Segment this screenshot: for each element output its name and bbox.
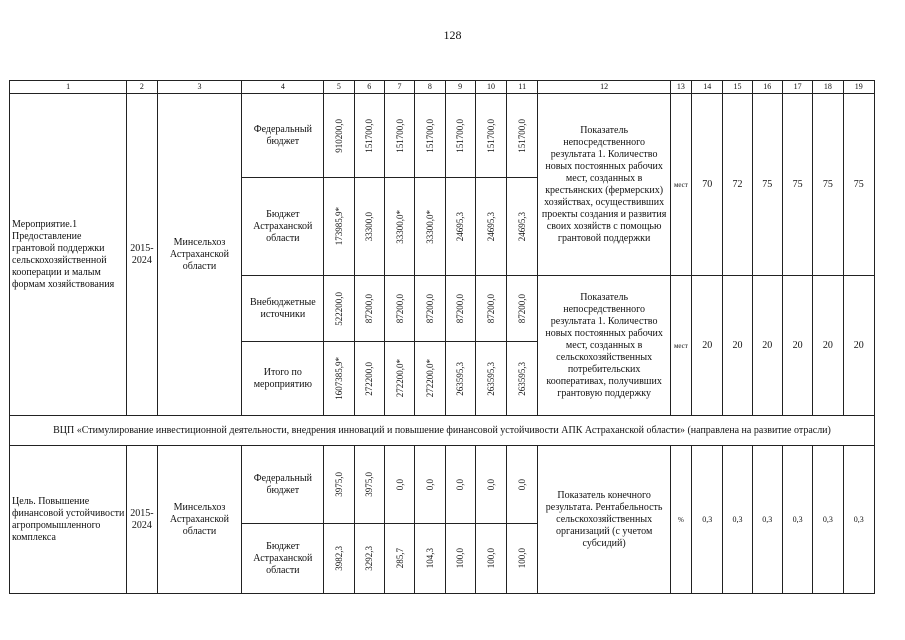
indicator-value: 0,3 bbox=[782, 446, 812, 594]
value-cell: 87200,0 bbox=[394, 293, 405, 324]
col-number: 11 bbox=[507, 81, 538, 94]
col-number: 5 bbox=[324, 81, 354, 94]
value-cell: 0,0 bbox=[424, 478, 435, 491]
value-cell: 151700,0 bbox=[364, 118, 375, 153]
value-cell: 0,0 bbox=[485, 478, 496, 491]
value-cell: 87200,0 bbox=[485, 293, 496, 324]
col-number: 12 bbox=[538, 81, 670, 94]
indicator-unit: мест bbox=[670, 94, 691, 276]
value-cell: 3982,3 bbox=[333, 546, 344, 571]
col-number: 15 bbox=[723, 81, 752, 94]
indicator-value: 20 bbox=[813, 276, 843, 416]
funding-source: Внебюджетные источники bbox=[242, 276, 324, 342]
col-number: 9 bbox=[445, 81, 475, 94]
value-cell: 151700,0 bbox=[517, 118, 528, 153]
value-cell: 3975,0 bbox=[364, 472, 375, 497]
col-number: 17 bbox=[782, 81, 812, 94]
indicator-value: 72 bbox=[723, 94, 752, 276]
col-number: 10 bbox=[475, 81, 506, 94]
value-cell: 24695,3 bbox=[455, 211, 466, 242]
indicator-value: 75 bbox=[752, 94, 782, 276]
col-number: 3 bbox=[157, 81, 242, 94]
program-table bbox=[9, 80, 875, 594]
table-row bbox=[10, 94, 875, 178]
value-cell: 0,0 bbox=[517, 478, 528, 491]
table-row bbox=[10, 446, 875, 524]
value-cell: 87200,0 bbox=[517, 293, 528, 324]
value-cell: 24695,3 bbox=[485, 211, 496, 242]
indicator-value: 0,3 bbox=[843, 446, 874, 594]
col-number: 7 bbox=[384, 81, 414, 94]
value-cell: 33300,0* bbox=[424, 209, 435, 244]
value-cell: 263595,3 bbox=[455, 361, 466, 396]
indicator-text: Показатель конечного результата. Рентабельность сельскохозяйственных организаций (с учетом субсидий) bbox=[538, 446, 670, 594]
value-cell: 87200,0 bbox=[455, 293, 466, 324]
col-number: 8 bbox=[415, 81, 445, 94]
indicator-value: 70 bbox=[692, 94, 723, 276]
goal-executor: Минсельхоз Астраханской области bbox=[157, 446, 242, 594]
value-cell: 910200,0 bbox=[333, 118, 344, 153]
indicator-text: Показатель непосредственного результата 1. Количество новых постоянных рабочих мест, созданных в крестьянских (фермерских) хозяйствах, осуществивших проекты создания и развития своих хозяйств с помощью грантовой поддержки bbox=[538, 94, 670, 276]
measure-period: 2015-2024 bbox=[127, 94, 157, 416]
value-cell: 100,0 bbox=[455, 548, 466, 569]
value-cell: 100,0 bbox=[485, 548, 496, 569]
value-cell: 24695,3 bbox=[517, 211, 528, 242]
indicator-value: 75 bbox=[782, 94, 812, 276]
value-cell: 272200,0 bbox=[364, 361, 375, 396]
value-cell: 3292,3 bbox=[364, 546, 375, 571]
indicator-value: 0,3 bbox=[723, 446, 752, 594]
indicator-value: 0,3 bbox=[752, 446, 782, 594]
value-cell: 0,0 bbox=[394, 478, 405, 491]
value-cell: 87200,0 bbox=[364, 293, 375, 324]
vcp-title: ВЦП «Стимулирование инвестиционной деятельности, внедрения инноваций и повышение финансовой устойчивости АПК Астраханской области» (направлена на развитие отрасли) bbox=[10, 416, 875, 446]
value-cell: 104,3 bbox=[424, 548, 435, 569]
value-cell: 151700,0 bbox=[394, 118, 405, 153]
col-number: 18 bbox=[813, 81, 843, 94]
value-cell: 272200,0* bbox=[394, 359, 405, 398]
table-row bbox=[10, 416, 875, 446]
indicator-unit: мест bbox=[670, 276, 691, 416]
indicator-value: 20 bbox=[752, 276, 782, 416]
indicator-value: 20 bbox=[782, 276, 812, 416]
value-cell: 272200,0* bbox=[424, 359, 435, 398]
indicator-value: 75 bbox=[813, 94, 843, 276]
col-number: 1 bbox=[10, 81, 127, 94]
value-cell: 151700,0 bbox=[485, 118, 496, 153]
column-number-row bbox=[10, 81, 875, 94]
col-number: 6 bbox=[354, 81, 384, 94]
indicator-unit: % bbox=[670, 446, 691, 594]
value-cell: 522200,0 bbox=[333, 291, 344, 326]
col-number: 16 bbox=[752, 81, 782, 94]
indicator-value: 0,3 bbox=[813, 446, 843, 594]
value-cell: 87200,0 bbox=[424, 293, 435, 324]
col-number: 2 bbox=[127, 81, 157, 94]
indicator-value: 20 bbox=[843, 276, 874, 416]
goal-period: 2015-2024 bbox=[127, 446, 157, 594]
value-cell: 173985,9* bbox=[333, 207, 344, 246]
value-cell: 1607385,9* bbox=[333, 357, 344, 400]
indicator-value: 0,3 bbox=[692, 446, 723, 594]
indicator-value: 20 bbox=[723, 276, 752, 416]
goal-name: Цель. Повышение финансовой устойчивости агропромышленного комплекса bbox=[10, 446, 127, 594]
funding-source: Бюджет Астраханской области bbox=[242, 524, 324, 594]
value-cell: 100,0 bbox=[517, 548, 528, 569]
value-cell: 151700,0 bbox=[424, 118, 435, 153]
col-number: 14 bbox=[692, 81, 723, 94]
indicator-value: 75 bbox=[843, 94, 874, 276]
value-cell: 3975,0 bbox=[333, 472, 344, 497]
value-cell: 0,0 bbox=[455, 478, 466, 491]
col-number: 4 bbox=[242, 81, 324, 94]
value-cell: 285,7 bbox=[394, 548, 405, 569]
value-cell: 263595,3 bbox=[517, 361, 528, 396]
funding-source: Федеральный бюджет bbox=[242, 446, 324, 524]
value-cell: 263595,3 bbox=[485, 361, 496, 396]
funding-source: Бюджет Астраханской области bbox=[242, 178, 324, 276]
funding-source: Федеральный бюджет bbox=[242, 94, 324, 178]
funding-source: Итого по мероприятию bbox=[242, 342, 324, 416]
page-number: 128 bbox=[443, 28, 462, 42]
value-cell: 33300,0 bbox=[364, 211, 375, 242]
indicator-text: Показатель непосредственного результата 1. Количество новых постоянных рабочих мест, созданных в сельскохозяйственных потребительских кооперативах, получивших грантовую поддержку bbox=[538, 276, 670, 416]
indicator-value: 20 bbox=[692, 276, 723, 416]
measure-name: Мероприятие.1 Предоставление грантовой поддержки сельскохозяйственной кооперации и малым формам хозяйствования bbox=[10, 94, 127, 416]
measure-executor: Минсельхоз Астраханской области bbox=[157, 94, 242, 416]
col-number: 13 bbox=[670, 81, 691, 94]
value-cell: 33300,0* bbox=[394, 209, 405, 244]
col-number: 19 bbox=[843, 81, 874, 94]
value-cell: 151700,0 bbox=[455, 118, 466, 153]
